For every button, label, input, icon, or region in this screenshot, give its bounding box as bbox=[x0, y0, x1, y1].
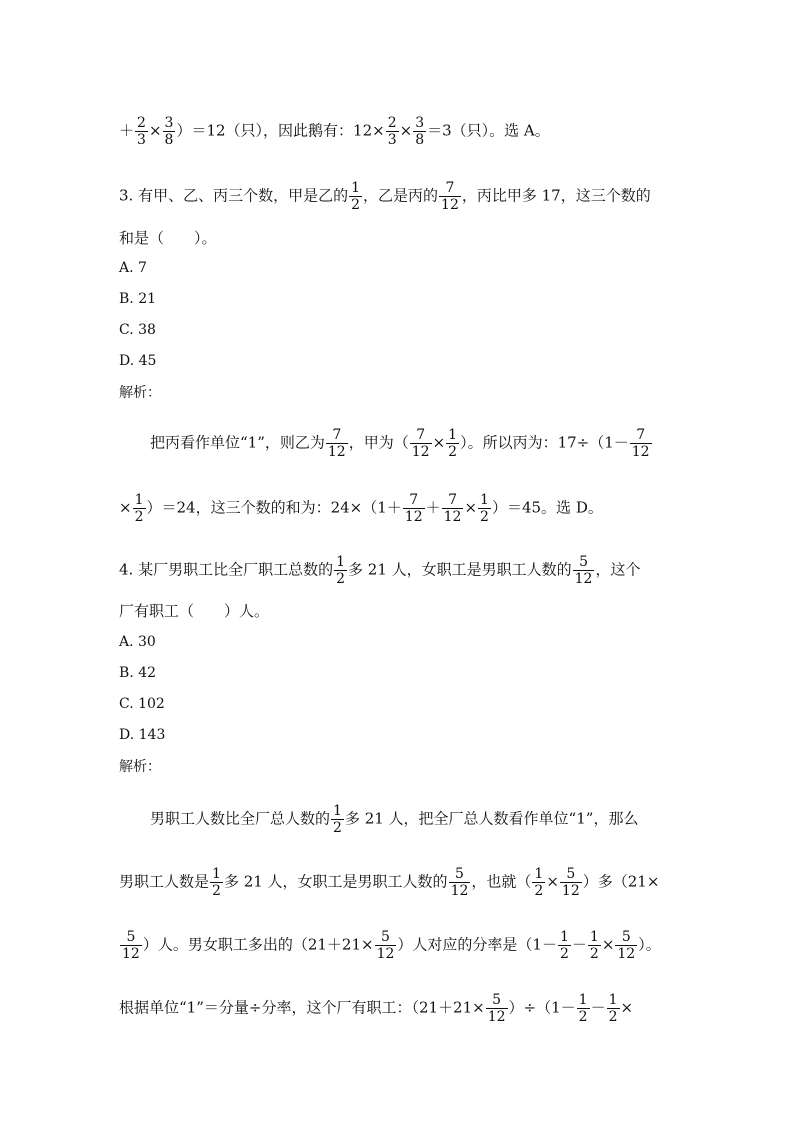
numerator: 1 bbox=[333, 803, 342, 819]
denominator: 2 bbox=[589, 946, 599, 962]
option-b: B. 21 bbox=[119, 291, 157, 307]
numerator: 7 bbox=[403, 492, 425, 509]
text-run: ）多（21× bbox=[582, 872, 660, 891]
fraction bbox=[133, 492, 146, 525]
numerator: 2 bbox=[137, 115, 146, 131]
numerator: 7 bbox=[439, 180, 461, 197]
text-run: ）人对应的分率是（1－ bbox=[397, 935, 557, 954]
text-run: ）人。男女职工多出的（21＋21× bbox=[142, 935, 374, 954]
text-run: 多 21 人，女职工是男职工人数的 bbox=[348, 560, 572, 579]
text-run: ，甲为（ bbox=[348, 433, 409, 452]
text-run: － bbox=[571, 935, 587, 954]
question-4-stem-line2: 厂有职工（ ）人。 bbox=[119, 602, 270, 620]
denominator: 2 bbox=[608, 1009, 618, 1025]
numerator: 5 bbox=[560, 866, 582, 883]
fraction bbox=[442, 492, 464, 525]
fraction bbox=[413, 115, 426, 148]
text-run: 根据单位“1”＝分量÷分率，这个厂有职工：（21＋21× bbox=[119, 998, 485, 1017]
fraction bbox=[560, 866, 582, 899]
text-run: × bbox=[432, 433, 446, 452]
text-run: ）。 bbox=[638, 935, 661, 954]
fraction bbox=[449, 866, 471, 899]
numerator: 7 bbox=[630, 427, 652, 444]
text-run: × bbox=[546, 872, 559, 891]
denominator: 12 bbox=[404, 509, 423, 525]
numerator: 5 bbox=[486, 992, 508, 1009]
option-c: C. 38 bbox=[119, 322, 156, 338]
numerator: 1 bbox=[589, 929, 599, 945]
denominator: 12 bbox=[574, 571, 593, 587]
numerator: 5 bbox=[375, 929, 397, 946]
denominator: 2 bbox=[351, 197, 361, 213]
numerator: 1 bbox=[212, 866, 221, 882]
fraction bbox=[210, 866, 223, 899]
denominator: 2 bbox=[134, 509, 144, 525]
option-a: A. 30 bbox=[119, 634, 156, 650]
text-run: ＋ bbox=[119, 121, 135, 140]
numerator: 1 bbox=[336, 554, 346, 570]
denominator: 12 bbox=[561, 883, 580, 899]
numerator: 5 bbox=[615, 929, 637, 946]
fraction bbox=[349, 180, 362, 213]
analysis-label: 解析： bbox=[119, 759, 161, 775]
denominator: 3 bbox=[137, 132, 146, 148]
text-run: 4. 某厂男职工比全厂职工总数的 bbox=[119, 560, 334, 579]
numerator: 7 bbox=[410, 427, 432, 444]
text-run: 把丙看作单位“1”，则乙为 bbox=[150, 433, 325, 452]
denominator: 2 bbox=[333, 820, 342, 836]
fraction bbox=[331, 803, 344, 836]
numerator: 1 bbox=[608, 992, 618, 1008]
numerator: 7 bbox=[442, 492, 464, 509]
numerator: 1 bbox=[134, 492, 144, 508]
option-a: A. 7 bbox=[119, 260, 147, 276]
numerator: 1 bbox=[578, 992, 588, 1008]
text-run: ，这个 bbox=[595, 560, 641, 579]
numerator: 1 bbox=[351, 180, 361, 196]
denominator: 12 bbox=[441, 197, 459, 213]
option-c: C. 102 bbox=[119, 696, 165, 712]
analysis-line bbox=[119, 492, 603, 525]
denominator: 2 bbox=[559, 946, 569, 962]
fraction bbox=[439, 180, 461, 213]
denominator: 12 bbox=[487, 1009, 506, 1025]
fraction bbox=[403, 492, 425, 525]
numerator: 2 bbox=[387, 115, 397, 131]
denominator: 2 bbox=[480, 509, 489, 525]
text-run: ，丙比甲多 17，这三个数的 bbox=[461, 186, 651, 205]
denominator: 12 bbox=[411, 444, 430, 460]
fraction bbox=[486, 992, 508, 1025]
denominator: 12 bbox=[327, 444, 346, 460]
text-run: × bbox=[119, 498, 132, 517]
numerator: 1 bbox=[448, 427, 458, 443]
fraction bbox=[334, 554, 347, 587]
denominator: 12 bbox=[631, 444, 650, 460]
text-run: ）＝24，这三个数的和为：24×（1＋ bbox=[146, 498, 402, 517]
analysis-label: 解析： bbox=[119, 385, 161, 401]
denominator: 12 bbox=[617, 946, 636, 962]
denominator: 12 bbox=[450, 883, 469, 899]
fraction bbox=[615, 929, 637, 962]
numerator: 5 bbox=[449, 866, 471, 883]
option-d: D. 143 bbox=[119, 727, 166, 743]
text-run: 多 21 人，把全厂总人数看作单位“1”，那么 bbox=[344, 809, 639, 828]
numerator: 1 bbox=[480, 492, 489, 508]
text-run: × bbox=[601, 935, 615, 954]
numerator: 3 bbox=[164, 115, 174, 131]
denominator: 12 bbox=[122, 946, 140, 962]
fraction bbox=[577, 992, 590, 1025]
text-run: × bbox=[620, 998, 634, 1017]
text-run: ）＝45。选 D。 bbox=[491, 498, 603, 517]
fraction bbox=[588, 929, 601, 962]
fraction bbox=[573, 554, 595, 587]
text-run: × bbox=[148, 121, 162, 140]
text-run: ＝3（只）。选 A。 bbox=[427, 121, 550, 140]
fraction bbox=[630, 427, 652, 460]
text-run: ）＝12（只），因此鹅有：12× bbox=[176, 121, 385, 140]
numerator: 7 bbox=[326, 427, 348, 444]
text-run: ，也就（ bbox=[471, 872, 532, 891]
text-run: － bbox=[590, 998, 606, 1017]
text-run: ）÷（1－ bbox=[508, 998, 576, 1017]
fraction bbox=[446, 427, 459, 460]
denominator: 2 bbox=[212, 883, 221, 899]
numerator: 1 bbox=[534, 866, 544, 882]
fraction bbox=[163, 115, 176, 148]
denominator: 12 bbox=[443, 509, 462, 525]
analysis-line bbox=[150, 803, 638, 836]
fraction bbox=[478, 492, 491, 525]
fraction bbox=[532, 866, 545, 899]
text-run: 3. 有甲、乙、丙三个数，甲是乙的 bbox=[119, 186, 349, 205]
denominator: 8 bbox=[415, 132, 425, 148]
fraction bbox=[375, 929, 397, 962]
text-run: 多 21 人，女职工是男职工人数的 bbox=[223, 872, 448, 891]
analysis-line bbox=[119, 866, 659, 899]
text-run: ）。所以丙为：17÷（1－ bbox=[460, 433, 629, 452]
fraction bbox=[607, 992, 620, 1025]
numerator: 5 bbox=[573, 554, 595, 571]
text-run: ，乙是丙的 bbox=[363, 186, 439, 205]
text-run: 男职工人数比全厂总人数的 bbox=[150, 809, 331, 828]
numerator: 5 bbox=[120, 929, 142, 946]
denominator: 2 bbox=[578, 1009, 588, 1025]
denominator: 12 bbox=[376, 946, 395, 962]
denominator: 2 bbox=[336, 571, 346, 587]
option-d: D. 45 bbox=[119, 353, 157, 369]
denominator: 2 bbox=[448, 444, 458, 460]
numerator: 1 bbox=[559, 929, 569, 945]
denominator: 3 bbox=[387, 132, 397, 148]
question-3-stem-line2: 和是（ ）。 bbox=[119, 229, 217, 247]
analysis-line bbox=[150, 427, 653, 460]
question-4-stem bbox=[119, 554, 640, 587]
denominator: 8 bbox=[164, 132, 174, 148]
text-run: × bbox=[464, 498, 478, 517]
fraction bbox=[410, 427, 432, 460]
question-3-stem bbox=[119, 180, 651, 213]
fraction bbox=[386, 115, 399, 148]
text-run: × bbox=[399, 121, 413, 140]
analysis-line bbox=[119, 992, 633, 1025]
fraction bbox=[120, 929, 142, 962]
numerator: 3 bbox=[415, 115, 425, 131]
analysis-line bbox=[119, 929, 661, 962]
fraction bbox=[326, 427, 348, 460]
fraction bbox=[558, 929, 571, 962]
denominator: 2 bbox=[534, 883, 544, 899]
solution-line bbox=[119, 115, 550, 148]
fraction bbox=[135, 115, 148, 148]
text-run: ＋ bbox=[425, 498, 441, 517]
text-run: 男职工人数是 bbox=[119, 872, 210, 891]
option-b: B. 42 bbox=[119, 665, 157, 681]
